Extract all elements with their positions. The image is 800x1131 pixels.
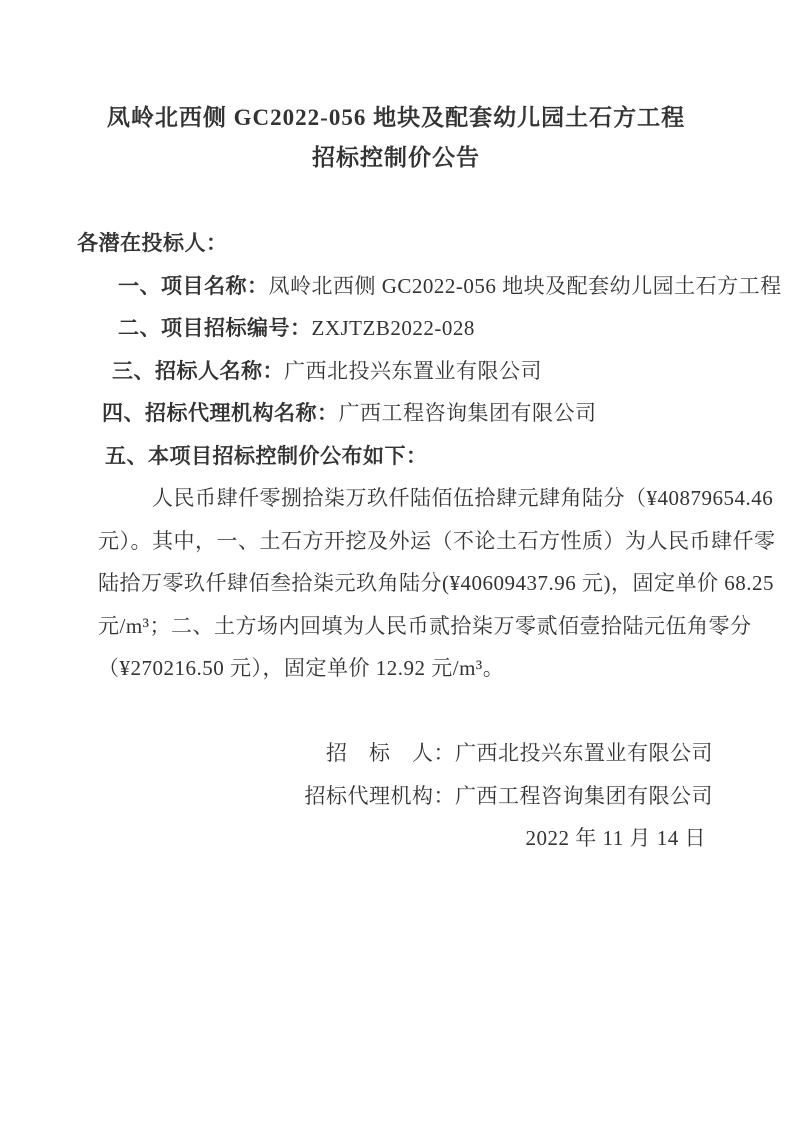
item-tender-number-value: ZXJTZB2022-028 [311, 316, 475, 340]
item-project-name [77, 265, 782, 308]
paragraph-line: 陆拾万零玖仟肆佰叁拾柒元玖角陆分(¥40609437.96 元)，固定单价 68.25 [98, 571, 774, 595]
signature-agency [77, 775, 713, 818]
title-line-2: 招标控制价公告 [312, 145, 480, 170]
item-tenderer-name-label: 三、招标人名称： [112, 358, 284, 383]
paragraph-line: 元）。其中，一、土石方开挖及外运（不论土石方性质）为人民币肆仟零 [98, 528, 776, 553]
item-tender-number-label: 二、项目招标编号： [118, 316, 312, 340]
signature-date: 2022 年 11 月 14 日 [525, 826, 706, 850]
item-control-price-heading [77, 435, 715, 478]
item-agency-name-value: 广西工程咨询集团有限公司 [338, 401, 597, 425]
paragraph-line: 元/m³；二、土方场内回填为人民币贰拾柒万零贰佰壹拾陆元伍角零分 [98, 613, 752, 638]
signature-agency-value: 广西工程咨询集团有限公司 [455, 783, 713, 808]
signature-bidder [77, 732, 713, 775]
document-title [77, 98, 715, 178]
signature-block [77, 732, 713, 860]
signature-agency-label: 招标代理机构： [304, 783, 455, 808]
paragraph-line: （¥270216.50 元），固定单价 12.92 元/m³。 [98, 656, 505, 680]
item-project-name-label: 一、项目名称： [118, 273, 269, 298]
signature-bidder-label: 招 标 人： [326, 741, 455, 765]
salutation: 各潜在投标人： [77, 231, 228, 255]
item-control-price-heading-label: 五、本项目招标控制价公布如下： [105, 443, 428, 468]
document-body [77, 222, 782, 860]
item-tenderer-name [77, 350, 715, 393]
item-agency-name-label: 四、招标代理机构名称： [102, 401, 339, 425]
control-price-paragraph [98, 477, 776, 690]
signature-bidder-value: 广西北投兴东置业有限公司 [455, 741, 713, 765]
title-line-1: 凤岭北西侧 GC2022-056 地块及配套幼儿园土石方工程 [106, 105, 686, 130]
item-tenderer-name-value: 广西北投兴东置业有限公司 [284, 358, 542, 383]
item-project-name-value: 凤岭北西侧 GC2022-056 地块及配套幼儿园土石方工程 [268, 273, 782, 298]
paragraph-line: 人民币肆仟零捌拾柒万玖仟陆佰伍拾肆元肆角陆分（¥40879654.46 [152, 486, 774, 510]
item-agency-name [77, 392, 715, 435]
item-tender-number [77, 307, 715, 350]
